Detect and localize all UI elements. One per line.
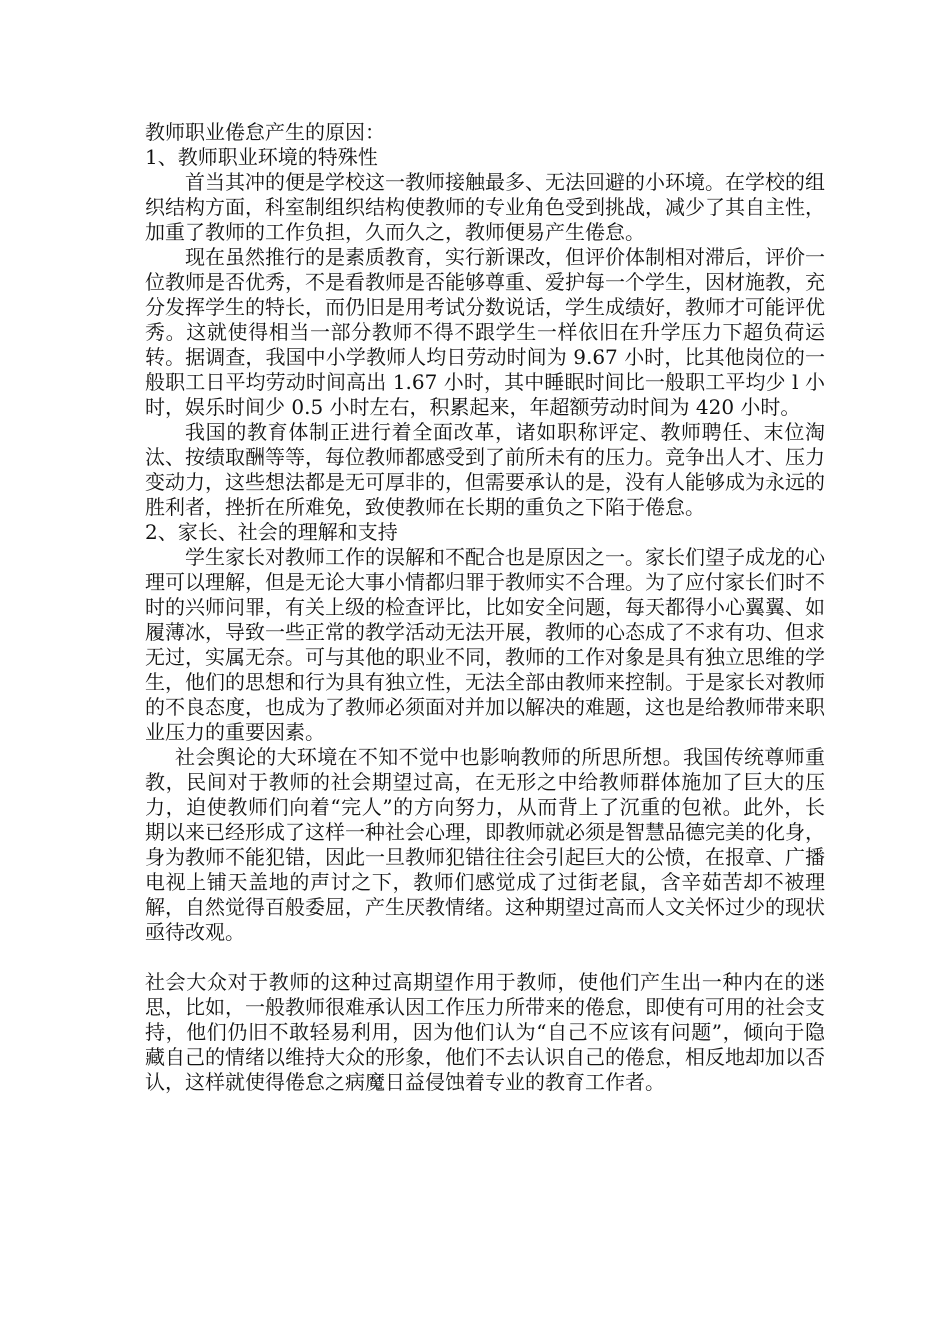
section-2-paragraph-3: 社会大众对于教师的这种过高期望作用于教师，使他们产生出一种内在的迷思，比如，一般教师很难承认因工作压力所带来的倦怠，即使有可用的社会支持，他们仍旧不敢轻易利用，因为他们认为“自己不应该有问题”，倾向于隐藏自己的情绪以维持大众的形象，他们不去认识自己的倦怠，相反地却加以否认，这样就使得倦怠之病魔日益侵蚀着专业的教育工作者。 [145,970,825,1094]
section-1-paragraph-3: 我国的教育体制正进行着全面改革，诸如职称评定、教师聘任、末位淘汰、按绩取酬等等，每位教师都感受到了前所未有的压力。竞争出人才、压力变动力，这些想法都是无可厚非的，但需要承认的是，没有人能够成为永远的胜利者，挫折在所难免，致使教师在长期的重负之下陷于倦怠。 [145,420,825,519]
section-2-heading: 2、家长、社会的理解和支持 [145,520,398,544]
section-1-paragraph-2: 现在虽然推行的是素质教育，实行新课改，但评价体制相对滞后，评价一位教师是否优秀，不是看教师是否能够尊重、爱护每一个学生，因材施教，充分发挥学生的特长，而仍旧是用考试分数说话，学生成绩好，教师才可能评优秀。这就使得相当一部分教师不得不跟学生一样依旧在升学压力下超负荷运转。据调查，我国中小学教师人均日劳动时间为 9.67 小时，比其他岗位的一般职工日平均劳动时间高出 1.67 小时，其中睡眠时间比一般职工平均少 l 小时，娱乐时间少 0.5 小时左右，积累起来，年超额劳动时间为 420 小时。 [145,245,825,419]
section-1-paragraph-1: 首当其冲的便是学校这一教师接触最多、无法回避的小环境。在学校的组织结构方面，科室制组织结构使教师的专业角色受到挑战，减少了其自主性，加重了教师的工作负担，久而久之，教师便易产生倦怠。 [145,170,825,244]
document-title: 教师职业倦怠产生的原因： [145,120,385,144]
section-2-paragraph-2: 社会舆论的大环境在不知不觉中也影响教师的所思所想。我国传统尊师重教，民间对于教师的社会期望过高，在无形之中给教师群体施加了巨大的压力，迫使教师们向着“完人”的方向努力，从而背上了沉重的包袱。此外，长期以来已经形成了这样一种社会心理，即教师就必须是智慧品德完美的化身，身为教师不能犯错，因此一旦教师犯错往往会引起巨大的公愤，在报章、广播电视上铺天盖地的声讨之下，教师们感觉成了过街老鼠，含辛茹苦却不被理解，自然觉得百般委屈，产生厌教情绪。这种期望过高而人文关怀过少的现状亟待改观。 [145,745,825,944]
document-body [145,120,825,1095]
section-2-paragraph-1: 学生家长对教师工作的误解和不配合也是原因之一。家长们望子成龙的心理可以理解，但是无论大事小情都归罪于教师实不合理。为了应付家长们时不时的兴师问罪，有关上级的检查评比，比如安全问题，每天都得小心翼翼、如履薄冰，导致一些正常的教学活动无法开展，教师的心态成了不求有功、但求无过，实属无奈。可与其他的职业不同，教师的工作对象是具有独立思维的学生，他们的思想和行为具有独立性，无法全部由教师来控制。于是家长对教师的不良态度，也成为了教师必须面对并加以解决的难题，这也是给教师带来职业压力的重要因素。 [145,545,825,744]
paragraph-spacer [145,945,825,970]
section-1-heading: 1、教师职业环境的特殊性 [145,145,378,169]
